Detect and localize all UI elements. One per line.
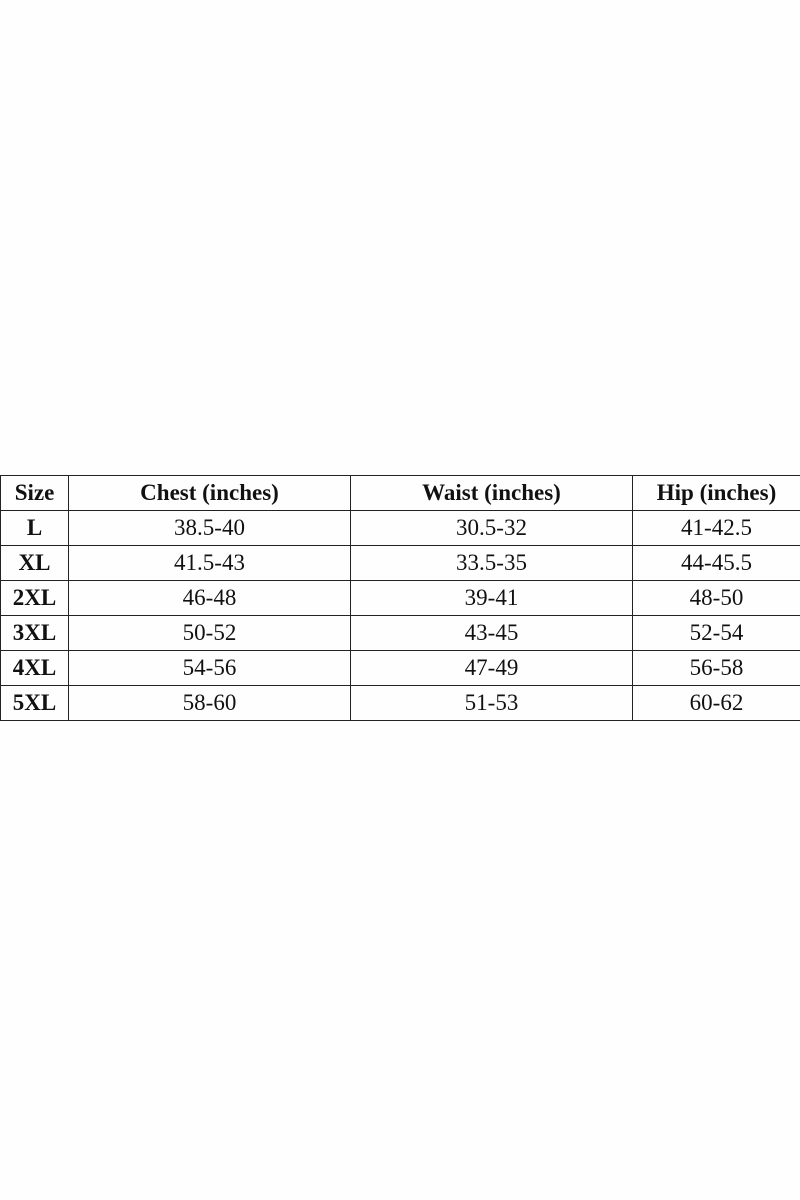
size-chart-table [0,475,800,721]
size-cell: L [1,511,69,546]
waist-cell: 51-53 [351,686,633,721]
hip-cell: 48-50 [633,581,800,616]
size-cell: XL [1,546,69,581]
table-row [1,511,800,546]
chest-cell: 41.5-43 [69,546,351,581]
header-size: Size [1,476,69,511]
table-row [1,581,800,616]
size-cell: 5XL [1,686,69,721]
chest-cell: 58-60 [69,686,351,721]
header-chest: Chest (inches) [69,476,351,511]
size-cell: 3XL [1,616,69,651]
chest-cell: 50-52 [69,616,351,651]
chest-cell: 46-48 [69,581,351,616]
waist-cell: 39-41 [351,581,633,616]
waist-cell: 43-45 [351,616,633,651]
chest-cell: 54-56 [69,651,351,686]
waist-cell: 30.5-32 [351,511,633,546]
size-cell: 4XL [1,651,69,686]
size-cell: 2XL [1,581,69,616]
table-row [1,686,800,721]
table-row [1,616,800,651]
hip-cell: 56-58 [633,651,800,686]
chest-cell: 38.5-40 [69,511,351,546]
hip-cell: 60-62 [633,686,800,721]
hip-cell: 41-42.5 [633,511,800,546]
table-header-row [1,476,800,511]
hip-cell: 44-45.5 [633,546,800,581]
header-hip: Hip (inches) [633,476,800,511]
hip-cell: 52-54 [633,616,800,651]
table-row [1,546,800,581]
header-waist: Waist (inches) [351,476,633,511]
table-row [1,651,800,686]
waist-cell: 33.5-35 [351,546,633,581]
waist-cell: 47-49 [351,651,633,686]
